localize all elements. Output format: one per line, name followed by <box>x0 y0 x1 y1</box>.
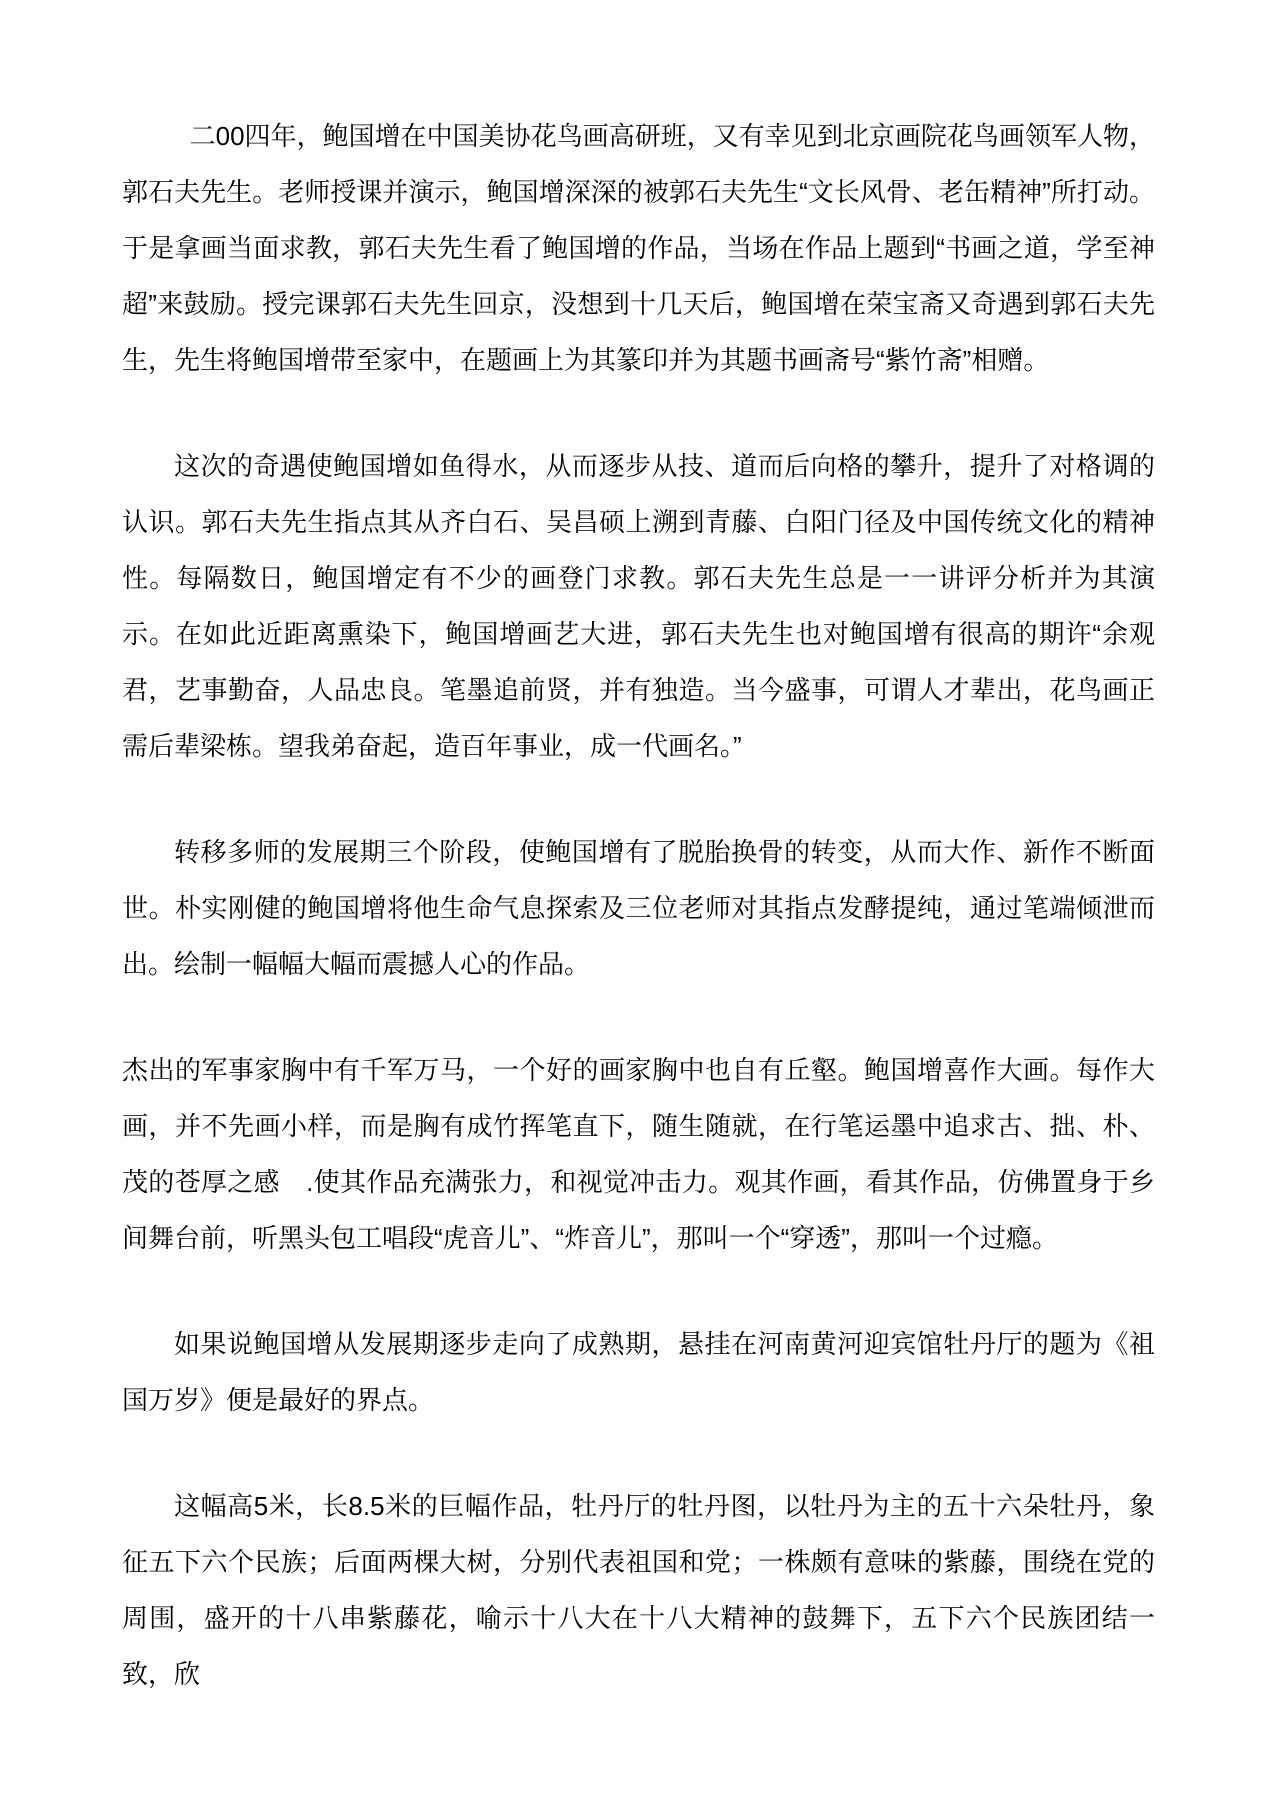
paragraph: 杰出的军事家胸中有千军万马，一个好的画家胸中也自有丘壑。鲍国增喜作大画。每作大画，并不先画小样，而是胸有成竹挥笔直下，随生随就，在行笔运墨中追求古、拙、朴、茂的苍厚之感 .使其作品充满张力，和视觉冲击力。观其作画，看其作品，仿佛置身于乡间舞台前，听黑头包工唱段“虎音儿”、“炸音儿”，那叫一个“穿透”，那叫一个过瘾。 <box>122 1055 1155 1253</box>
document-body <box>122 108 1155 1702</box>
paragraph: 这次的奇遇使鲍国增如鱼得水，从而逐步从技、道而后向格的攀升，提升了对格调的认识。郭石夫先生指点其从齐白石、吴昌硕上溯到青藤、白阳门径及中国传统文化的精神性。每隔数日，鲍国增定有不少的画登门求教。郭石夫先生总是一一讲评分析并为其演示。在如此近距离熏染下，鲍国增画艺大进，郭石夫先生也对鲍国增有很高的期许“余观君，艺事勤奋，人品忠良。笔墨追前贤，并有独造。当今盛事，可谓人才辈出，花鸟画正需后辈梁栋。望我弟奋起，造百年事业，成一代画名。” <box>122 451 1155 761</box>
paragraph: 二00四年，鲍国增在中国美协花鸟画高研班，又有幸见到北京画院花鸟画领军人物，郭石夫先生。老师授课并演示，鲍国增深深的被郭石夫先生“文长风骨、老缶精神”所打动。于是拿画当面求教，郭石夫先生看了鲍国增的作品，当场在作品上题到“书画之道，学至神超”来鼓励。授完课郭石夫先生回京，没想到十几天后，鲍国增在荣宝斋又奇遇到郭石夫先生，先生将鲍国增带至家中，在题画上为其篆印并为其题书画斋号“紫竹斋”相赠。 <box>122 121 1155 375</box>
paragraph: 这幅高5米，长8.5米的巨幅作品，牡丹厅的牡丹图，以牡丹为主的五十六朵牡丹，象征五下六个民族；后面两棵大树，分别代表祖国和党；一株颇有意味的紫藤，围绕在党的周围，盛开的十八串紫藤花，喻示十八大在十八大精神的鼓舞下，五下六个民族团结一致，欣 <box>122 1491 1155 1689</box>
paragraph: 如果说鲍国增从发展期逐步走向了成熟期，悬挂在河南黄河迎宾馆牡丹厅的题为《祖国万岁》便是最好的界点。 <box>122 1329 1155 1415</box>
paragraph: 转移多师的发展期三个阶段，使鲍国增有了脱胎换骨的转变，从而大作、新作不断面世。朴实刚健的鲍国增将他生命气息探索及三位老师对其指点发酵提纯，通过笔端倾泄而出。绘制一幅幅大幅而震撼人心的作品。 <box>122 837 1155 979</box>
